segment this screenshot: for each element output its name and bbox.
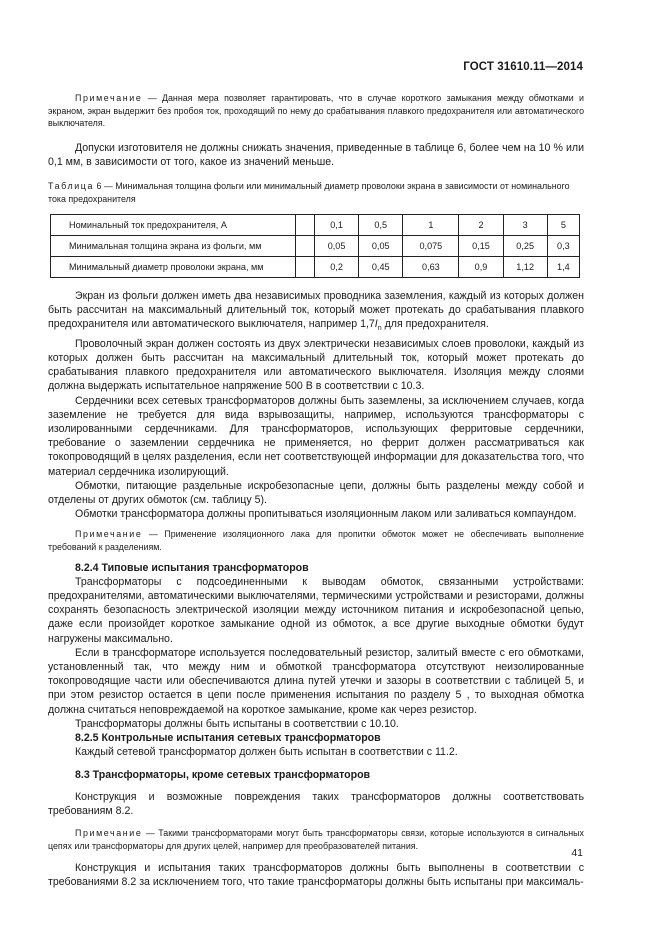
paragraph-8-3-2: Конструкция и испытания таких трансформаторов должны быть выполнены в соответствии с требованиями 8.2 за исключением того, что такие трансформаторы должны быть испытаны при максималь- (48, 862, 584, 889)
standard-header: ГОСТ 31610.11—2014 (463, 61, 583, 73)
page-number: 41 (571, 847, 583, 859)
note-label: Примечание (75, 93, 143, 103)
note-3 (48, 827, 584, 852)
paragraph-tolerance: Допуски изготовителя не должны снижать значения, приведенные в таблице 6, более чем на 10 % или 0,1 мм, в зависимости от того, какое из значений меньше. (48, 141, 584, 168)
note-text: — Применение изоляционного лака для пропитки обмоток может не обеспечивать выполнение требований к разделениям. (48, 529, 584, 552)
note-1 (48, 92, 584, 130)
table-cell: 1 (403, 215, 459, 236)
table-cell: 0,05 (359, 236, 403, 257)
table-cell: 0,3 (547, 236, 579, 257)
row-label: Номинальный ток предохранителя, А (51, 215, 296, 236)
section-8-3-heading (48, 768, 584, 782)
section-title: Типовые испытания трансформаторов (98, 561, 309, 574)
table-cell: 0,2 (315, 257, 359, 278)
table-cell: 0,05 (315, 236, 359, 257)
note-2 (48, 528, 584, 553)
current-subscript: n (377, 325, 382, 333)
paragraph-text: Экран из фольги должен иметь два независимых проводника заземления, каждый из которых должен быть рассчитан на максимальный длительный ток, который может протекать до срабатывания плавкого предохранителя или автоматического выключателя, например 1,7 (48, 290, 584, 331)
table-cell: 0,5 (359, 215, 403, 236)
table-cell: 1,4 (547, 257, 579, 278)
paragraph-text: для предохранителя. (381, 318, 489, 331)
note-text: — Такими трансформаторами могут быть трансформаторы связи, которые используются в сигнальных цепях или трансформаторы для других целей, например для преобразователей питания. (48, 828, 584, 851)
table-cell: 0,45 (359, 257, 403, 278)
section-number: 8.3 (75, 769, 90, 782)
table-cell: 0,9 (459, 257, 503, 278)
section-title: Трансформаторы, кроме сетевых трансформаторов (89, 769, 371, 782)
table-cell: 3 (503, 215, 547, 236)
paragraph-impregnation: Обмотки трансформатора должны пропитываться изоляционным лаком или заливаться компаундом. (75, 508, 577, 521)
page-content (48, 92, 584, 890)
table-caption-text: 6 — Минимальная толщина фольги или минимальный диаметр проволоки экрана в зависимости от номинального тока предохранителя (48, 181, 570, 204)
paragraph-wire-screen: Проволочный экран должен состоять из двух электрически независимых слоев проволоки, каждый из которых должен быть рассчитан на максимальный длительный ток, который может протекать до срабатывания плавкого предохранителя или автоматического выключателя. Изоляция между слоями должна выдержать испытательное напряжение 500 В в соответствии с 10.3. (48, 337, 584, 393)
paragraph-8-3-1: Конструкция и возможные повреждения таких трансформаторов должны соответствовать требованиям 8.2. (48, 790, 584, 817)
paragraph-8-2-4-3: Трансформаторы должны быть испытаны в соответствии с 10.10. (75, 717, 399, 730)
note-label: Примечание (75, 828, 143, 838)
table-cell: 2 (459, 215, 503, 236)
separator-cell (296, 215, 315, 236)
section-8-2-4-heading (48, 561, 584, 575)
section-8-2-5-heading (48, 731, 584, 745)
table-cell: 0,15 (459, 236, 503, 257)
paragraph-foil-screen (48, 289, 584, 337)
table-cell: 0,63 (403, 257, 459, 278)
table-caption-label: Таблица (48, 181, 94, 192)
note-label: Примечание (75, 529, 143, 540)
table-row (51, 236, 580, 257)
row-label: Минимальная толщина экрана из фольги, мм (51, 236, 296, 257)
separator-cell (296, 257, 315, 278)
table-cell: 0,075 (403, 236, 459, 257)
row-label: Минимальный диаметр проволоки экрана, мм (51, 257, 296, 278)
table-cell: 5 (547, 215, 579, 236)
note-text: — Данная мера позволяет гарантировать, что в случае короткого замыкания между обмотками и экраном, экран выдержит без пробоя ток, проходящий по нему до срабатывания плавкого предохранителя или автоматического выключателя. (48, 93, 584, 129)
paragraph-8-2-4-2: Если в трансформаторе используется последовательный резистор, залитый вместе с его обмотками, установленный так, что между ним и обмоткой трансформатора отсутствуют неизолированные токопроводящие части или обеспечиваются длина путей утечки и зазоры в соответствии с таблицей 5, и при этом резистор остается в цепи после применения испытания по разделу 5 , то выходная обмотка должна считаться неповреждаемой на короткое замыкание, кроме как через резистор. (48, 646, 584, 716)
separator-cell (296, 236, 315, 257)
table-row (51, 215, 580, 236)
table-row (51, 257, 580, 278)
table-6-caption (48, 180, 584, 205)
table-6 (50, 214, 580, 278)
current-symbol: I (374, 318, 378, 331)
table-cell: 0,1 (315, 215, 359, 236)
section-number: 8.2.4 (75, 561, 99, 574)
section-number: 8.2.5 (75, 731, 99, 744)
table-cell: 0,25 (503, 236, 547, 257)
paragraph-cores: Сердечники всех сетевых трансформаторов должны быть заземлены, за исключением случаев, когда заземление не требуется для вида взрывозащиты, например, используются трансформаторы с изолированными сердечниками. Для трансформаторов, использующих ферритовые сердечники, требование о заземлении сердечника не применяется, но феррит должен рассматриваться как токопроводящий в целях разделения, если нет соответствующей информации для доказательства того, что материал сердечника изолирующий. (48, 394, 584, 478)
paragraph-8-2-4-1: Трансформаторы с подсоединенными к выводам обмоток, связанными устройствами: предохранителями, автоматическими выключателями, термическими устройствами и резисторами, должны сохранять безопасность электрической изоляции между источником питания и искробезопасной цепью, даже если произойдет короткое замыкание одной из обмоток, а все другие выходные обмотки будут нагружены максимально. (48, 575, 584, 645)
paragraph-windings: Обмотки, питающие раздельные искробезопасные цепи, должны быть разделены между собой и отделены от других обмоток (см. таблицу 5). (48, 479, 584, 506)
paragraph-8-2-5: Каждый сетевой трансформатор должен быть испытан в соответствии с 11.2. (75, 746, 458, 759)
table-cell: 1,12 (503, 257, 547, 278)
section-title: Контрольные испытания сетевых трансформаторов (98, 731, 381, 744)
